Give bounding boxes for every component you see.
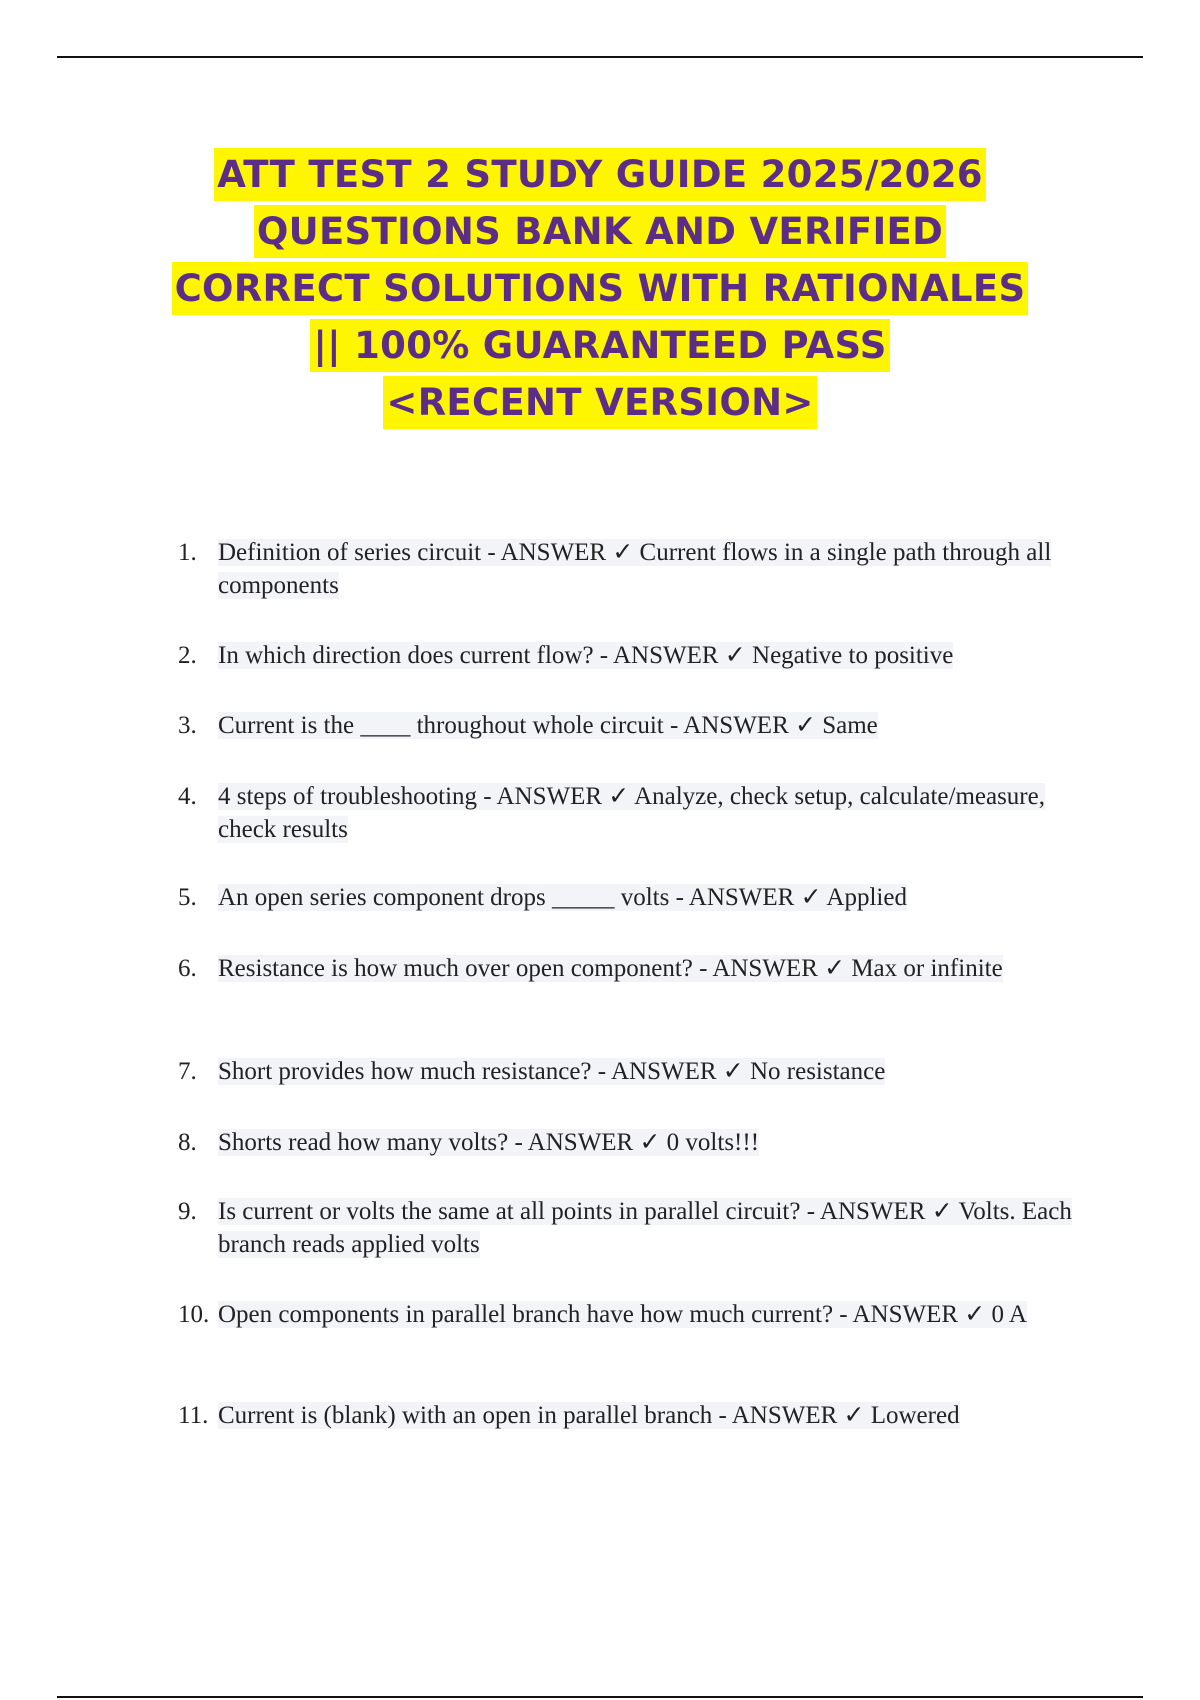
list-item — [178, 639, 1098, 672]
item-text-content: Current is (blank) with an open in parallel branch - ANSWER ✓ Lowered — [218, 1402, 960, 1429]
item-number: 5. — [178, 884, 197, 911]
item-text-content: Short provides how much resistance? - ANSWER ✓ No resistance — [218, 1058, 886, 1085]
item-text-content: Is current or volts the same at all points in parallel circuit? - ANSWER ✓ Volts. Each branch reads applied volts — [218, 1198, 1072, 1258]
item-text — [218, 1399, 1098, 1432]
item-text-content: Current is the ____ throughout whole circuit - ANSWER ✓ Same — [218, 712, 878, 739]
item-text-content: Definition of series circuit - ANSWER ✓ Current flows in a single path through all components — [218, 539, 1052, 599]
list-item — [178, 952, 1098, 985]
item-text-content: 4 steps of troubleshooting - ANSWER ✓ Analyze, check setup, calculate/measure, check results — [218, 783, 1045, 843]
item-text-content: In which direction does current flow? - ANSWER ✓ Negative to positive — [218, 642, 954, 669]
title-line-text: CORRECT SOLUTIONS WITH RATIONALES — [172, 262, 1029, 315]
title-line-text: || 100% GUARANTEED PASS — [310, 319, 889, 372]
item-text — [218, 881, 1098, 914]
item-number: 7. — [178, 1058, 197, 1085]
item-number: 9. — [178, 1198, 197, 1225]
item-text — [218, 1126, 1098, 1159]
list-item — [178, 1055, 1098, 1088]
item-number: 2. — [178, 642, 197, 669]
bottom-rule — [57, 1696, 1143, 1698]
list-item — [178, 881, 1098, 914]
item-text — [218, 1055, 1098, 1088]
item-text — [218, 1195, 1098, 1261]
item-number: 1. — [178, 539, 197, 566]
item-text — [218, 536, 1098, 602]
list-item — [178, 1126, 1098, 1159]
item-number: 11. — [178, 1402, 209, 1429]
item-text-content: Shorts read how many volts? - ANSWER ✓ 0 volts!!! — [218, 1129, 760, 1156]
title-line-text: <RECENT VERSION> — [383, 376, 816, 429]
list-item — [178, 536, 1098, 602]
item-number: 10. — [178, 1301, 210, 1328]
item-text-content: Open components in parallel branch have how much current? - ANSWER ✓ 0 A — [218, 1301, 1027, 1328]
title-line-text: ATT TEST 2 STUDY GUIDE 2025/2026 — [214, 148, 986, 201]
item-number: 4. — [178, 783, 197, 810]
item-text — [218, 1298, 1098, 1331]
item-number: 8. — [178, 1129, 197, 1156]
list-item — [178, 1195, 1098, 1261]
item-number: 6. — [178, 955, 197, 982]
item-text — [218, 780, 1098, 846]
list-item — [178, 709, 1098, 742]
list-item — [178, 780, 1098, 846]
item-text — [218, 639, 1098, 672]
list-item — [178, 1298, 1098, 1331]
item-text — [218, 709, 1098, 742]
item-text-content: An open series component drops _____ volts - ANSWER ✓ Applied — [218, 884, 907, 911]
item-number: 3. — [178, 712, 197, 739]
title-line-text: QUESTIONS BANK AND VERIFIED — [254, 205, 946, 258]
list-item — [178, 1399, 1098, 1432]
item-text-content: Resistance is how much over open component? - ANSWER ✓ Max or infinite — [218, 955, 1003, 982]
item-text — [218, 952, 1098, 985]
